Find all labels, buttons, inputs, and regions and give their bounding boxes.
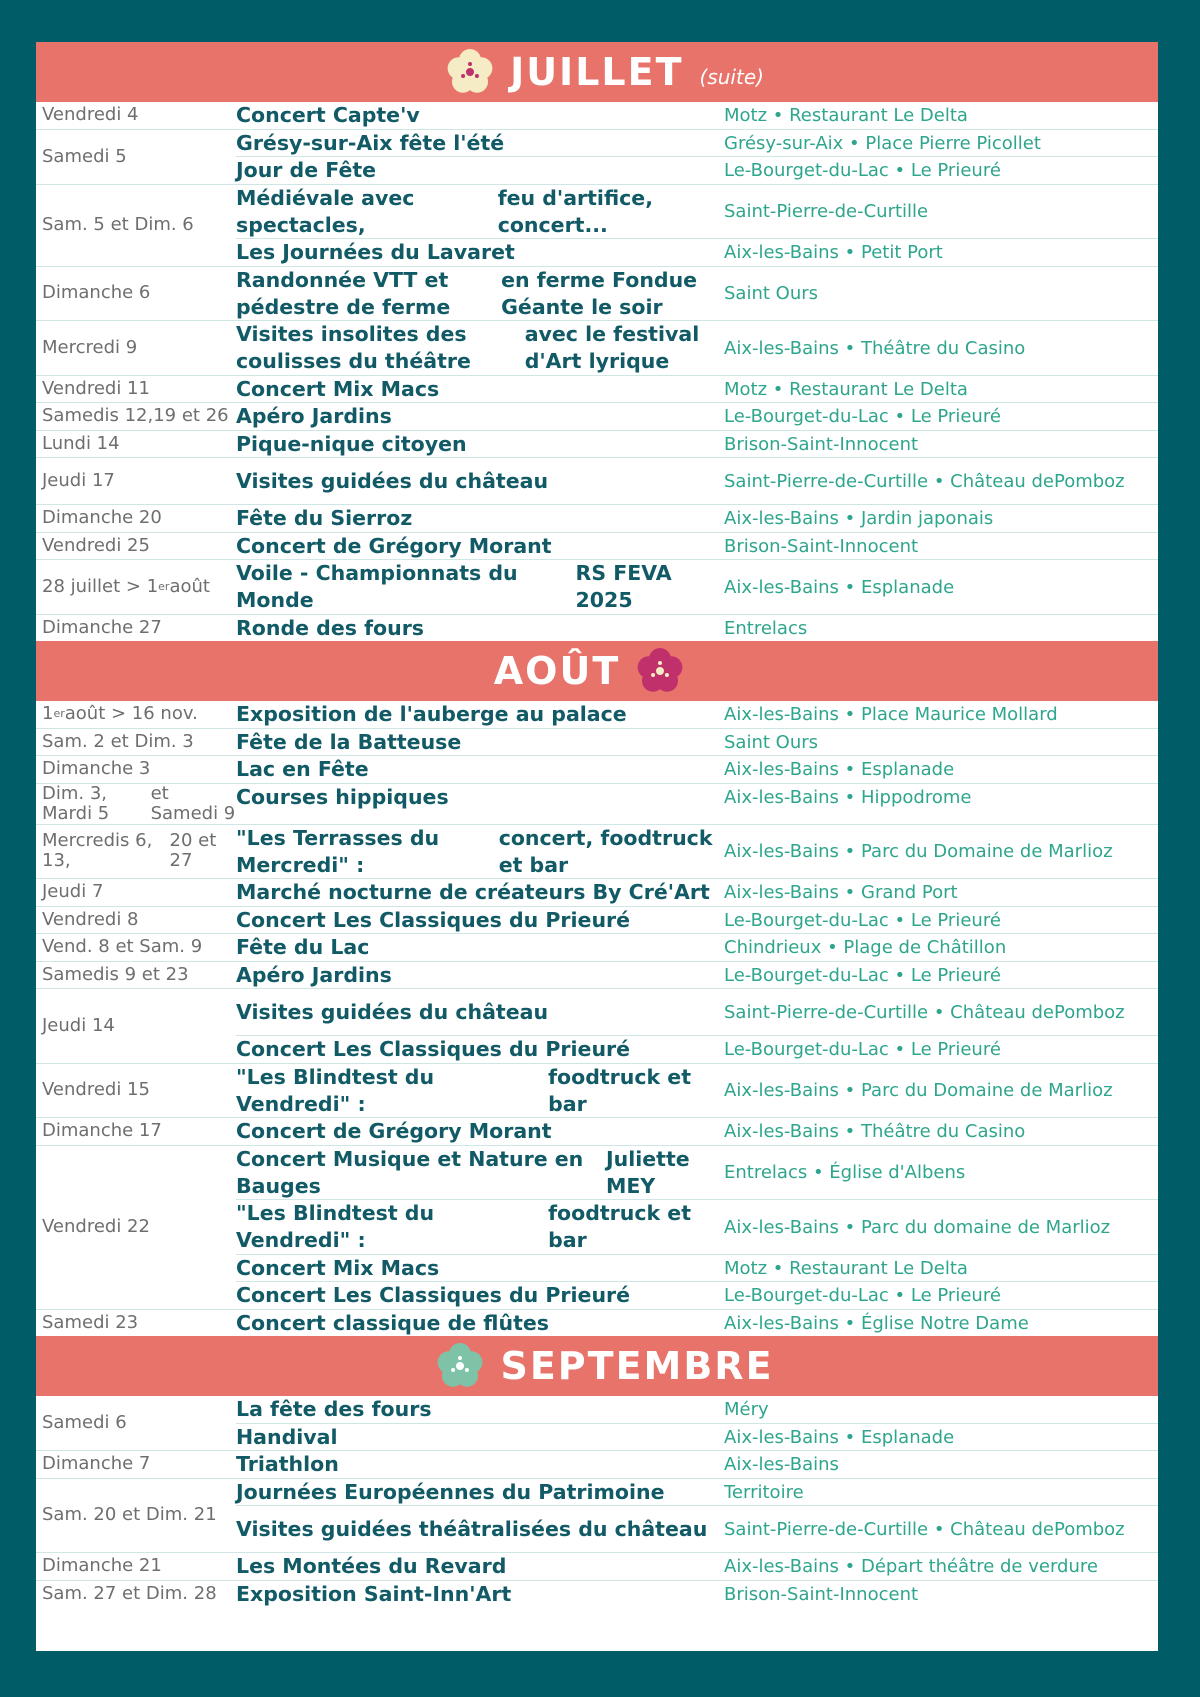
date-group [36,402,1158,430]
event-list [236,458,1158,504]
event-title: Fête de la Batteuse [236,729,462,754]
event-list [236,1451,1158,1478]
event-title: Concert Les Classiques du Prieuré [236,1283,631,1307]
event-date: Dim. 3, Mardi 5 et Samedi 9 [42,782,236,824]
date-group [36,504,1158,532]
event-date: Sam. 27 et Dim. 28 [42,1582,217,1604]
event-list [236,615,1158,642]
date-group [36,614,1158,642]
event-title: Journées Européennes du Patrimoine [236,1479,665,1504]
date-group [36,1396,1158,1450]
event-row [236,130,1158,157]
event-list [236,267,1158,321]
event-row [236,1035,1158,1063]
month-header-août [36,641,1158,701]
date-group [36,1450,1158,1478]
event-title: Randonnée VTT et pédestre de ferme en ferme Fondue Géante le soir [236,267,698,319]
event-date: Dimanche 7 [42,1453,151,1475]
date-group [36,933,1158,961]
event-location: Le-Bourget-du-Lac • Le Prieuré [724,1039,1001,1060]
date-group [36,988,1158,1063]
event-row [236,962,1158,989]
event-title: Médiévale avec spectacles, feu d'artifice, concert... [236,185,653,237]
event-location: Territoire [724,1481,804,1503]
event-location: Aix-les-Bains • Parc du Domaine de Marlioz [724,1080,1113,1101]
event-row [236,784,1158,811]
date-group [36,129,1158,184]
event-date: Samedi 5 [42,145,127,167]
event-row [236,458,1158,504]
event-location: Aix-les-Bains • Petit Port [724,242,943,263]
event-title: Marché nocturne de créateurs By Cré'Art [236,880,710,904]
event-title: Exposition Saint-Inn'Art [236,1581,512,1606]
event-title: Visites guidées du château [236,999,549,1024]
event-row [236,431,1158,458]
event-list [236,989,1158,1063]
event-list [236,701,1158,728]
event-row [236,1281,1158,1309]
event-location: Grésy-sur-Aix • Place Pierre Picollet [724,132,1041,154]
event-list [236,729,1158,756]
event-list [236,533,1158,560]
event-row [236,701,1158,728]
event-list [236,1396,1158,1450]
event-row [236,1146,1158,1200]
event-row [236,533,1158,560]
event-title: Concert Les Classiques du Prieuré [236,907,631,932]
event-row [236,1199,1158,1254]
event-date: Samedi 23 [42,1311,139,1333]
date-group [36,1478,1158,1553]
event-location: Brison-Saint-Innocent [724,1583,919,1605]
event-location: Brison-Saint-Innocent [724,535,919,557]
event-date: Lundi 14 [42,432,120,454]
event-date: Dimanche 27 [42,616,162,638]
event-row [236,1451,1158,1478]
month-header-septembre [36,1336,1158,1396]
event-location: Saint-Pierre-de-Curtille • Château de Pomboz [724,1001,1125,1023]
event-date: Vendredi 8 [42,908,139,930]
event-date: Vendredi 22 [42,1216,150,1237]
event-title: Concert Mix Macs [236,376,440,401]
event-row [236,615,1158,642]
event-date: 1 er août > 16 nov. [42,703,198,725]
event-location: Aix-les-Bains • Place Maurice Mollard [724,704,1058,725]
event-location: Aix-les-Bains • Théâtre du Casino [724,337,1026,359]
event-title: Grésy-sur-Aix fête l'été [236,130,505,155]
event-title: "Les Blindtest du Vendredi" : foodtruck et bar [236,1201,692,1252]
event-title: Lac en Fête [236,757,369,781]
event-date: 28 juillet > 1 er août [42,575,210,597]
event-location: Aix-les-Bains • Parc du Domaine de Marlioz [724,841,1113,862]
event-date: Vendredi 11 [42,377,150,399]
event-title: La fête des fours [236,1397,432,1421]
event-location: Motz • Restaurant Le Delta [724,105,968,126]
event-row [236,879,1158,906]
event-date: Mercredis 6, 13, 20 et 27 [42,830,217,872]
event-title: Jour de Fête [236,158,377,182]
event-title: Visites guidées théâtralisées du château [236,1516,708,1541]
event-list [236,560,1158,614]
event-list [236,756,1158,783]
date-group [36,701,1158,728]
event-location: Aix-les-Bains • Esplanade [724,576,955,598]
event-row [236,156,1158,184]
event-row [236,185,1158,239]
event-location: Saint Ours [724,731,818,753]
event-title: Voile - Championnats du Monde RS FEVA 2025 [236,561,672,612]
event-title: Concert de Grégory Morant [236,1119,552,1143]
event-date: Samedis 12, 19 et 26 [42,405,229,427]
agenda-sheet [36,42,1158,1651]
event-location: Aix-les-Bains • Théâtre du Casino [724,1121,1026,1142]
date-group [36,824,1158,879]
event-location: Aix-les-Bains • Parc du domaine de Marlioz [724,1216,1111,1238]
event-row [236,267,1158,321]
event-row [236,505,1158,532]
month-title: JUILLET [510,50,684,94]
event-date: Samedis 9 et 23 [42,963,189,985]
event-title: Exposition de l'auberge au palace [236,702,627,726]
event-date: Vendredi 25 [42,534,150,556]
event-date: Dimanche 6 [42,282,151,304]
date-group [36,1117,1158,1145]
event-list [236,130,1158,184]
event-list [236,825,1158,879]
event-title: Handival [236,1424,338,1449]
event-list [236,185,1158,266]
event-row [236,1064,1158,1118]
event-row [236,1553,1158,1580]
event-row [236,1581,1158,1608]
event-title: Concert de Grégory Morant [236,533,552,558]
event-row [236,1310,1158,1337]
flower-icon [434,1340,486,1392]
date-group [36,1145,1158,1309]
event-title: Visites guidées du château [236,468,549,493]
date-group [36,457,1158,504]
event-location: Le-Bourget-du-Lac • Le Prieuré [724,909,1001,931]
date-group [36,532,1158,560]
event-row [236,403,1158,430]
event-list [236,102,1158,129]
month-header-juillet [36,42,1158,102]
event-list [236,907,1158,934]
event-title: Visites insolites des coulisses du théâtre avec le festival d'Art lyrique [236,322,700,373]
event-title: Fête du Lac [236,935,370,959]
event-row [236,1479,1158,1506]
event-location: Le-Bourget-du-Lac • Le Prieuré [724,406,1001,427]
event-date: Dimanche 20 [42,507,162,529]
event-location: Saint-Pierre-de-Curtille • Château de Pomboz [724,1518,1125,1540]
date-group [36,1063,1158,1118]
event-date: Dimanche 21 [42,1555,162,1577]
event-location: Brison-Saint-Innocent [724,433,919,455]
event-title: Triathlon [236,1452,339,1476]
date-group [36,755,1158,783]
event-date: Vendredi 4 [42,104,139,126]
event-title: Concert Musique et Nature en Bauges Juliette MEY [236,1146,690,1198]
event-date: Vend. 8 et Sam. 9 [42,936,203,958]
date-group [36,184,1158,266]
event-title: Concert Les Classiques du Prieuré [236,1037,631,1061]
event-location: Aix-les-Bains • Départ théâtre de verdure [724,1556,1098,1577]
event-date: Jeudi 17 [42,470,115,491]
event-list [236,1553,1158,1580]
event-row [236,1254,1158,1282]
event-location: Aix-les-Bains • Grand Port [724,882,958,903]
event-list [236,1479,1158,1553]
event-location: Motz • Restaurant Le Delta [724,378,968,400]
month-title: AOÛT [493,649,621,693]
event-title: Apéro Jardins [236,962,392,987]
event-title: "Les Blindtest du Vendredi" : foodtruck et bar [236,1064,692,1116]
event-location: Saint-Pierre-de-Curtille [724,201,929,222]
date-group [36,783,1158,824]
date-group [36,728,1158,756]
event-title: Apéro Jardins [236,404,392,428]
event-location: Aix-les-Bains • Esplanade [724,759,955,780]
month-suffix: (suite) [699,65,764,89]
event-row [236,729,1158,756]
month-title: SEPTEMBRE [500,1344,774,1388]
event-location: Le-Bourget-du-Lac • Le Prieuré [724,964,1001,986]
event-row [236,907,1158,934]
date-group [36,1309,1158,1337]
event-date: Jeudi 7 [42,881,104,903]
event-location: Le-Bourget-du-Lac • Le Prieuré [724,160,1001,181]
event-list [236,784,1158,824]
event-title: Les Montées du Revard [236,1554,507,1578]
date-group [36,961,1158,989]
date-group [36,878,1158,906]
event-list [236,505,1158,532]
event-date: Jeudi 14 [42,1014,115,1036]
event-row [236,825,1158,879]
event-date: Mercredi 9 [42,336,138,358]
event-title: Pique-nique citoyen [236,431,467,456]
event-row [236,756,1158,783]
event-list [236,1310,1158,1337]
event-row [236,1505,1158,1552]
date-group [36,1552,1158,1580]
event-list [236,321,1158,375]
event-title: Ronde des fours [236,615,425,640]
event-location: Aix-les-Bains [724,1454,839,1475]
event-date: Sam. 2 et Dim. 3 [42,730,194,752]
event-row [236,1118,1158,1145]
event-list [236,403,1158,430]
event-row [236,560,1158,614]
event-list [236,934,1158,961]
event-row [236,1423,1158,1451]
event-location: Méry [724,1399,769,1420]
event-row [236,238,1158,266]
event-location: Aix-les-Bains • Église Notre Dame [724,1312,1029,1334]
event-row [236,989,1158,1035]
event-title: Courses hippiques [236,784,449,809]
event-location: Aix-les-Bains • Jardin japonais [724,508,994,529]
event-location: Aix-les-Bains • Hippodrome [724,786,972,808]
event-location: Saint-Pierre-de-Curtille • Château de Pomboz [724,470,1125,492]
event-location: Motz • Restaurant Le Delta [724,1257,968,1279]
event-title: Les Journées du Lavaret [236,240,515,264]
date-group [36,375,1158,403]
date-group [36,559,1158,614]
event-row [236,934,1158,961]
date-group [36,102,1158,129]
event-date: Dimanche 3 [42,758,151,780]
date-group [36,430,1158,458]
event-location: Entrelacs [724,617,808,639]
event-row [236,321,1158,375]
event-list [236,431,1158,458]
event-title: Fête du Sierroz [236,506,413,530]
flower-icon [634,645,686,697]
event-list [236,376,1158,403]
event-list [236,1118,1158,1145]
event-date: Dimanche 17 [42,1120,162,1142]
event-date: Sam. 20 et Dim. 21 [42,1504,217,1526]
date-group [36,266,1158,321]
date-group [36,906,1158,934]
event-location: Entrelacs • Église d'Albens [724,1162,966,1183]
event-title: Concert classique de flûtes [236,1310,549,1335]
date-group [36,1580,1158,1608]
event-row [236,376,1158,403]
event-location: Saint Ours [724,283,818,304]
event-row [236,1396,1158,1423]
event-location: Le-Bourget-du-Lac • Le Prieuré [724,1285,1001,1306]
event-date: Vendredi 15 [42,1079,150,1101]
event-list [236,962,1158,989]
event-location: Aix-les-Bains • Esplanade [724,1426,955,1448]
event-date: Samedi 6 [42,1412,127,1433]
event-title: "Les Terrasses du Mercredi" : concert, foodtruck et bar [236,825,713,877]
event-location: Chindrieux • Plage de Châtillon [724,937,1007,958]
event-row [236,102,1158,129]
event-title: Concert Capte'v [236,103,420,127]
event-date: Sam. 5 et Dim. 6 [42,214,194,235]
event-title: Concert Mix Macs [236,1255,440,1280]
event-list [236,879,1158,906]
event-list [236,1064,1158,1118]
date-group [36,320,1158,375]
flower-icon [444,46,496,98]
event-list [236,1581,1158,1608]
event-list [236,1146,1158,1309]
